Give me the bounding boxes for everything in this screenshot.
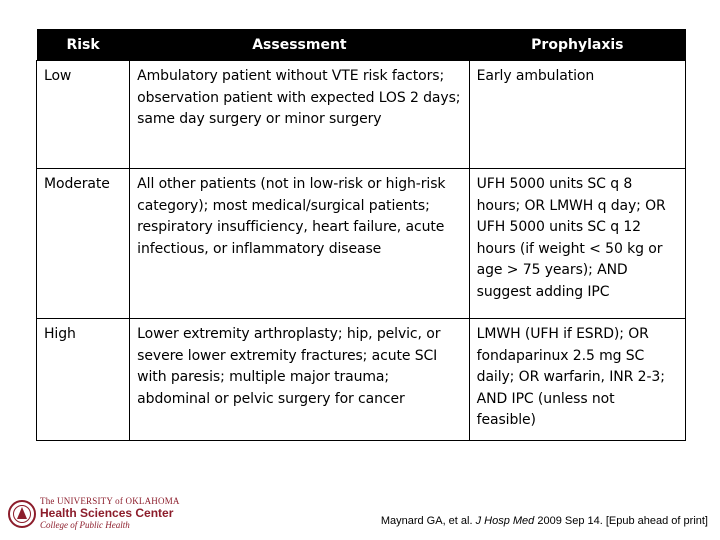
assessment-cell: Ambulatory patient without VTE risk factors; observation patient with expected LOS 2 days; same day surgery or minor surgery [130,61,469,169]
risk-cell: High [37,319,130,441]
table-row [37,169,686,319]
logo-college-name: College of Public Health [40,520,130,530]
logo-center-name: Health Sciences Center [40,506,174,520]
prophylaxis-cell: UFH 5000 units SC q 8 hours; OR LMWH q day; OR UFH 5000 units SC q 12 hours (if weight < 50 kg or age > 75 years); AND suggest adding IPC [469,169,685,319]
university-logo [8,496,188,532]
table-row [37,319,686,441]
header-assessment: Assessment [130,29,469,61]
prophylaxis-table [36,29,686,441]
logo-university-name: The UNIVERSITY of OKLAHOMA [40,496,180,506]
citation [381,515,708,527]
risk-cell: Moderate [37,169,130,319]
assessment-cell: All other patients (not in low-risk or high-risk category); most medical/surgical patients; respiratory insufficiency, heart failure, acute infectious, or inflammatory disease [130,169,469,319]
prophylaxis-cell: LMWH (UFH if ESRD); OR fondaparinux 2.5 mg SC daily; OR warfarin, INR 2-3; AND IPC (unless not feasible) [469,319,685,441]
citation-journal: J Hosp Med [475,515,535,527]
header-risk: Risk [37,29,130,61]
citation-authors: Maynard GA, et al. [380,515,476,527]
prophylaxis-cell: Early ambulation [469,61,685,169]
risk-cell: Low [37,61,130,169]
citation-details: 2009 Sep 14. [Epub ahead of print] [534,515,708,527]
table-row [37,61,686,169]
seal-icon [8,497,36,531]
assessment-cell: Lower extremity arthroplasty; hip, pelvic, or severe lower extremity fractures; acute SCI with paresis; multiple major trauma; abdominal or pelvic surgery for cancer [130,319,469,441]
table-header-row [37,29,686,61]
header-prophylaxis: Prophylaxis [469,29,685,61]
